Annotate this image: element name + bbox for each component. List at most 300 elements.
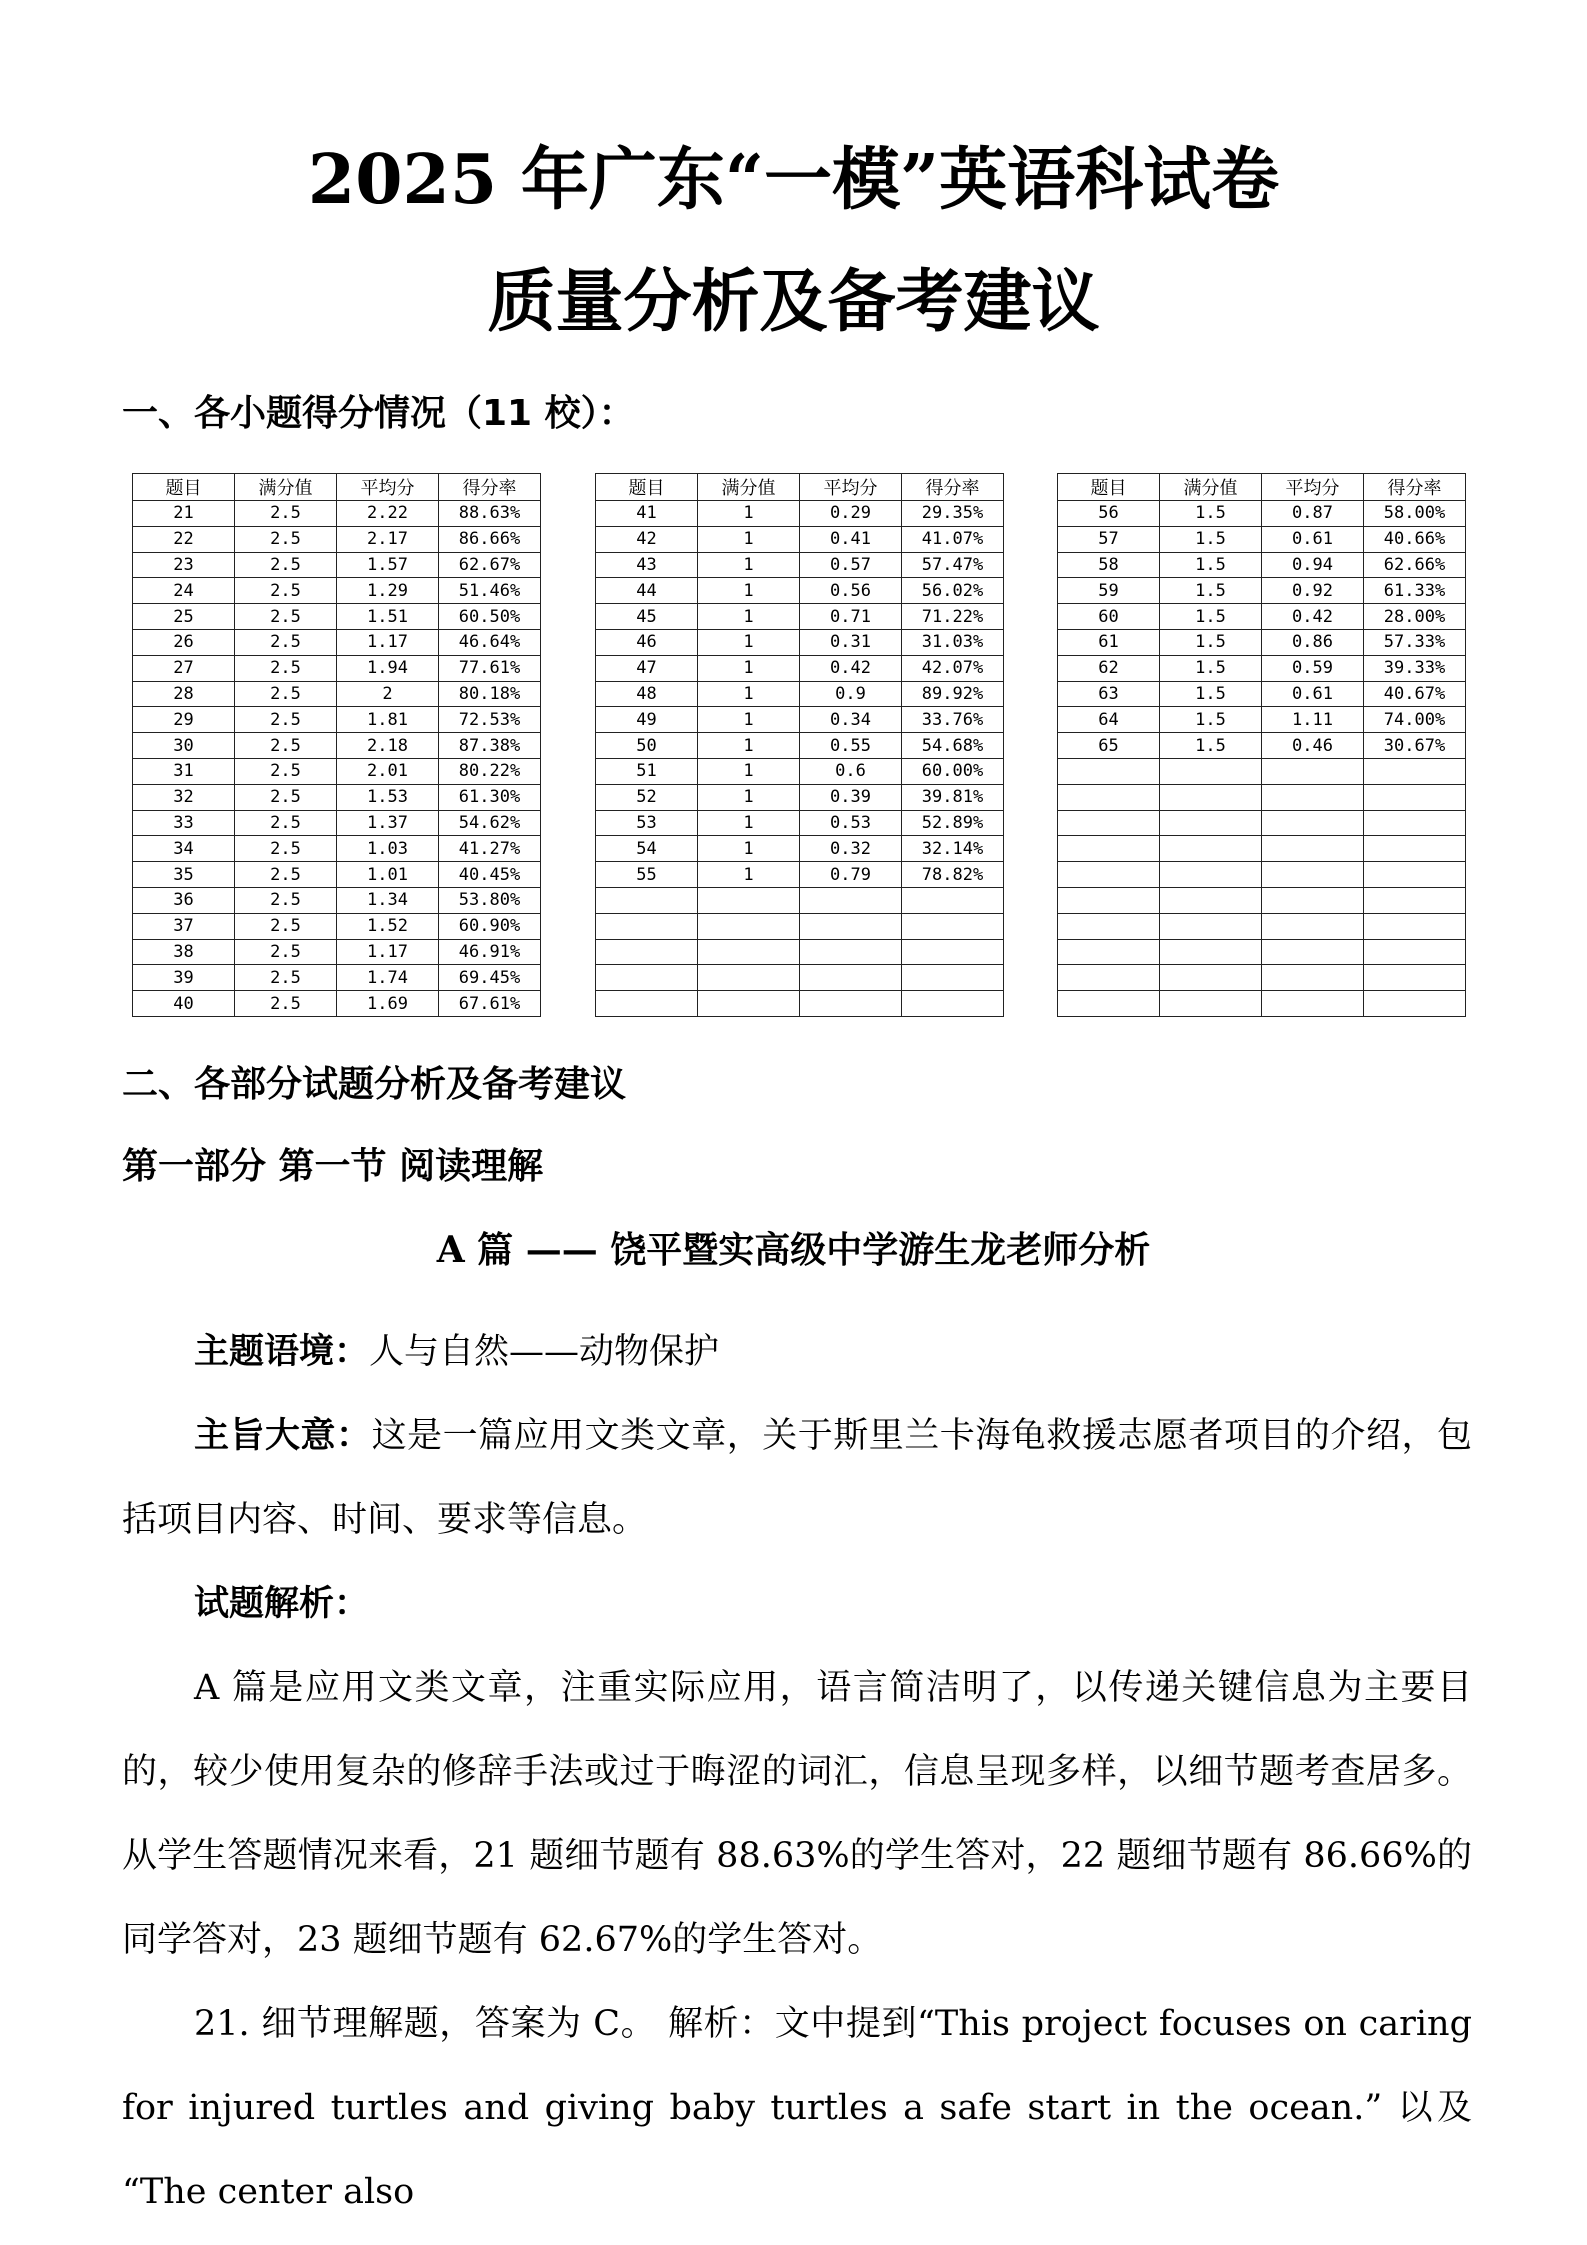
table-cell: 0.79 <box>800 862 902 888</box>
table-cell <box>1364 758 1466 784</box>
table-cell: 60.00% <box>902 758 1004 784</box>
table-cell: 38 <box>133 939 235 965</box>
table-cell: 2.5 <box>235 707 337 733</box>
table-cell: 78.82% <box>902 862 1004 888</box>
table-cell: 54 <box>596 836 698 862</box>
table-cell: 2.18 <box>337 733 439 759</box>
table-cell: 1 <box>698 707 800 733</box>
table-cell: 62.67% <box>439 552 541 578</box>
table-cell <box>596 913 698 939</box>
table-cell: 50 <box>596 733 698 759</box>
column-header: 题目 <box>596 474 698 501</box>
table-cell: 1.03 <box>337 836 439 862</box>
table-cell <box>1364 913 1466 939</box>
table-cell: 0.71 <box>800 604 902 630</box>
table-cell: 40.67% <box>1364 681 1466 707</box>
table-header-row <box>133 474 541 501</box>
table-cell: 29.35% <box>902 501 1004 527</box>
table-cell: 25 <box>133 604 235 630</box>
column-header: 满分值 <box>698 474 800 501</box>
score-table-1 <box>132 473 541 1017</box>
table-row <box>596 733 1004 759</box>
table-cell: 87.38% <box>439 733 541 759</box>
table-cell: 55 <box>596 862 698 888</box>
table-cell <box>1058 887 1160 913</box>
table-cell: 77.61% <box>439 655 541 681</box>
column-header: 题目 <box>133 474 235 501</box>
table-cell: 57.47% <box>902 552 1004 578</box>
table-cell <box>1160 939 1262 965</box>
table-cell: 2.5 <box>235 552 337 578</box>
table-cell <box>902 913 1004 939</box>
table-cell: 1.5 <box>1160 681 1262 707</box>
table-cell: 2.17 <box>337 526 439 552</box>
document-title-line1: 2025 年广东“一模”英语科试卷 <box>307 140 1280 220</box>
table-cell: 57 <box>1058 526 1160 552</box>
table-cell <box>596 939 698 965</box>
table-cell: 61.30% <box>439 784 541 810</box>
table-row <box>133 707 541 733</box>
table-cell: 0.6 <box>800 758 902 784</box>
table-cell: 1.17 <box>337 629 439 655</box>
table-cell: 0.56 <box>800 578 902 604</box>
table-cell <box>1364 862 1466 888</box>
score-table-2-wrapper <box>595 473 1004 1017</box>
table-cell: 2.5 <box>235 655 337 681</box>
table-cell: 0.61 <box>1262 526 1364 552</box>
table-row <box>596 552 1004 578</box>
document-title-line2: 质量分析及备考建议 <box>487 262 1100 342</box>
table-row <box>1058 965 1466 991</box>
table-cell: 1 <box>698 733 800 759</box>
table-cell: 45 <box>596 604 698 630</box>
table-cell: 1 <box>698 501 800 527</box>
table-cell <box>1058 913 1160 939</box>
table-cell <box>698 913 800 939</box>
table-cell: 51 <box>596 758 698 784</box>
column-header: 满分值 <box>1160 474 1262 501</box>
table-cell: 1.5 <box>1160 578 1262 604</box>
table-cell: 64 <box>1058 707 1160 733</box>
table-cell: 2.5 <box>235 578 337 604</box>
table-cell: 1.17 <box>337 939 439 965</box>
table-cell: 1.37 <box>337 810 439 836</box>
table-row <box>1058 733 1466 759</box>
table-cell: 58 <box>1058 552 1160 578</box>
table-cell: 0.87 <box>1262 501 1364 527</box>
table-cell: 1 <box>698 681 800 707</box>
table-cell: 0.9 <box>800 681 902 707</box>
table-row <box>596 655 1004 681</box>
column-header: 题目 <box>1058 474 1160 501</box>
table-cell: 42.07% <box>902 655 1004 681</box>
table-row <box>596 758 1004 784</box>
table-cell: 41.27% <box>439 836 541 862</box>
table-cell <box>1364 991 1466 1017</box>
table-row <box>596 578 1004 604</box>
table-cell: 74.00% <box>1364 707 1466 733</box>
table-row <box>1058 758 1466 784</box>
table-cell: 2.22 <box>337 501 439 527</box>
theme-label: 主题语境： <box>194 1331 370 1372</box>
table-row <box>133 836 541 862</box>
table-cell: 60.50% <box>439 604 541 630</box>
table-cell: 39 <box>133 965 235 991</box>
table-cell: 21 <box>133 501 235 527</box>
table-row <box>1058 913 1466 939</box>
table-row <box>1058 939 1466 965</box>
table-row <box>133 629 541 655</box>
table-cell: 39.33% <box>1364 655 1466 681</box>
table-cell: 43 <box>596 552 698 578</box>
table-cell: 1 <box>698 655 800 681</box>
table-cell: 2.5 <box>235 810 337 836</box>
table-cell: 33 <box>133 810 235 836</box>
score-table-3-wrapper <box>1057 473 1466 1017</box>
table-cell: 1 <box>698 836 800 862</box>
table-cell: 41 <box>596 501 698 527</box>
table-cell: 0.59 <box>1262 655 1364 681</box>
table-cell: 53 <box>596 810 698 836</box>
table-cell <box>902 939 1004 965</box>
table-header-row <box>596 474 1004 501</box>
table-row <box>596 965 1004 991</box>
question-21-paragraph: 21. 细节理解题，答案为 C。 解析：文中提到“This project focuses on caring for injured turtles and giving baby turtles a safe start in the ocean.” 以及 “The center also <box>122 2004 1472 2212</box>
table-cell: 1.53 <box>337 784 439 810</box>
main-idea-text: 这是一篇应用文类文章，关于斯里兰卡海龟救援志愿者项目的介绍，包括项目内容、时间、要求等信息。 <box>122 1416 1472 1540</box>
part1-heading: 第一部分 第一节 阅读理解 <box>122 1146 544 1187</box>
table-cell: 57.33% <box>1364 629 1466 655</box>
table-cell: 0.29 <box>800 501 902 527</box>
table-cell: 0.92 <box>1262 578 1364 604</box>
table-cell: 44 <box>596 578 698 604</box>
table-cell: 1.5 <box>1160 604 1262 630</box>
table-row <box>133 862 541 888</box>
table-cell: 2.5 <box>235 887 337 913</box>
table-cell: 72.53% <box>439 707 541 733</box>
table-cell <box>1058 965 1160 991</box>
table-row <box>133 810 541 836</box>
table-cell: 67.61% <box>439 991 541 1017</box>
table-cell: 2.5 <box>235 965 337 991</box>
table-row <box>1058 784 1466 810</box>
table-cell: 46.91% <box>439 939 541 965</box>
table-cell: 88.63% <box>439 501 541 527</box>
table-row <box>596 784 1004 810</box>
table-cell: 1.94 <box>337 655 439 681</box>
table-cell: 46 <box>596 629 698 655</box>
table-row <box>596 526 1004 552</box>
table-cell <box>1058 784 1160 810</box>
column-header: 平均分 <box>800 474 902 501</box>
table-cell <box>1160 810 1262 836</box>
column-header: 满分值 <box>235 474 337 501</box>
table-cell <box>1262 939 1364 965</box>
table-row <box>596 939 1004 965</box>
table-cell: 1 <box>698 552 800 578</box>
table-row <box>1058 707 1466 733</box>
table-cell <box>596 965 698 991</box>
table-cell: 49 <box>596 707 698 733</box>
table-row <box>596 991 1004 1017</box>
table-cell: 54.68% <box>902 733 1004 759</box>
column-header: 得分率 <box>902 474 1004 501</box>
table-cell: 0.86 <box>1262 629 1364 655</box>
table-cell: 1.5 <box>1160 707 1262 733</box>
table-cell: 1 <box>698 629 800 655</box>
table-cell: 1.57 <box>337 552 439 578</box>
table-cell: 2.5 <box>235 913 337 939</box>
section2-heading: 二、各部分试题分析及备考建议 <box>122 1064 627 1105</box>
table-row <box>1058 526 1466 552</box>
table-cell: 52.89% <box>902 810 1004 836</box>
table-cell <box>902 991 1004 1017</box>
score-table-1-wrapper <box>132 473 541 1017</box>
table-cell: 2.5 <box>235 991 337 1017</box>
table-row <box>1058 552 1466 578</box>
table-cell: 2.5 <box>235 862 337 888</box>
table-cell: 56 <box>1058 501 1160 527</box>
table-cell <box>902 887 1004 913</box>
table-cell: 1.29 <box>337 578 439 604</box>
table-cell: 2.5 <box>235 604 337 630</box>
table-row <box>1058 991 1466 1017</box>
table-cell: 1 <box>698 862 800 888</box>
table-cell: 53.80% <box>439 887 541 913</box>
table-cell: 1 <box>698 526 800 552</box>
theme-paragraph <box>122 1310 1472 1394</box>
table-row <box>133 681 541 707</box>
table-cell: 33.76% <box>902 707 1004 733</box>
table-cell: 0.46 <box>1262 733 1364 759</box>
section1-heading: 一、各小题得分情况（11 校）： <box>122 393 635 434</box>
table-cell <box>1262 965 1364 991</box>
table-cell: 36 <box>133 887 235 913</box>
table-cell <box>800 913 902 939</box>
table-cell: 71.22% <box>902 604 1004 630</box>
table-cell: 0.31 <box>800 629 902 655</box>
table-row <box>1058 836 1466 862</box>
table-cell: 40.45% <box>439 862 541 888</box>
table-cell <box>1262 758 1364 784</box>
table-row <box>596 501 1004 527</box>
table-cell: 1.5 <box>1160 526 1262 552</box>
table-cell: 1.81 <box>337 707 439 733</box>
table-cell: 31.03% <box>902 629 1004 655</box>
table-cell <box>698 887 800 913</box>
table-cell: 52 <box>596 784 698 810</box>
table-cell <box>1364 784 1466 810</box>
table-cell: 28.00% <box>1364 604 1466 630</box>
column-header: 得分率 <box>1364 474 1466 501</box>
table-cell: 31 <box>133 758 235 784</box>
table-cell <box>1262 862 1364 888</box>
table-cell: 1.74 <box>337 965 439 991</box>
table-cell: 2.5 <box>235 733 337 759</box>
table-row <box>133 604 541 630</box>
table-cell: 62.66% <box>1364 552 1466 578</box>
table-row <box>1058 862 1466 888</box>
table-cell: 2.5 <box>235 758 337 784</box>
table-cell <box>1262 784 1364 810</box>
table-cell: 60 <box>1058 604 1160 630</box>
table-row <box>1058 810 1466 836</box>
table-row <box>133 939 541 965</box>
table-cell: 1.11 <box>1262 707 1364 733</box>
table-cell: 63 <box>1058 681 1160 707</box>
score-table-2 <box>595 473 1004 1017</box>
table-cell <box>1364 887 1466 913</box>
table-cell: 89.92% <box>902 681 1004 707</box>
table-cell: 61 <box>1058 629 1160 655</box>
table-cell: 0.42 <box>800 655 902 681</box>
table-cell: 80.18% <box>439 681 541 707</box>
table-cell: 2.5 <box>235 784 337 810</box>
table-cell <box>800 965 902 991</box>
table-cell: 1.5 <box>1160 733 1262 759</box>
table-cell <box>1160 913 1262 939</box>
table-cell <box>1058 991 1160 1017</box>
table-cell <box>1364 939 1466 965</box>
table-cell: 40.66% <box>1364 526 1466 552</box>
table-cell: 1.69 <box>337 991 439 1017</box>
table-row <box>133 913 541 939</box>
table-cell <box>596 887 698 913</box>
table-cell: 0.42 <box>1262 604 1364 630</box>
table-row <box>596 913 1004 939</box>
table-row <box>133 526 541 552</box>
table-cell: 0.32 <box>800 836 902 862</box>
table-cell: 2.5 <box>235 681 337 707</box>
table-cell: 2.5 <box>235 501 337 527</box>
table-cell: 51.46% <box>439 578 541 604</box>
table-cell: 42 <box>596 526 698 552</box>
table-cell: 32.14% <box>902 836 1004 862</box>
table-cell: 1 <box>698 758 800 784</box>
table-cell <box>1262 836 1364 862</box>
table-cell <box>1058 836 1160 862</box>
table-cell: 32 <box>133 784 235 810</box>
analysis-label: 试题解析： <box>194 1583 370 1624</box>
table-cell <box>800 887 902 913</box>
column-header: 平均分 <box>337 474 439 501</box>
table-cell: 0.94 <box>1262 552 1364 578</box>
table-cell: 37 <box>133 913 235 939</box>
table-cell <box>1364 810 1466 836</box>
table-cell: 0.34 <box>800 707 902 733</box>
table-row <box>133 784 541 810</box>
table-cell: 28 <box>133 681 235 707</box>
table-cell: 26 <box>133 629 235 655</box>
table-cell: 1.5 <box>1160 501 1262 527</box>
table-cell: 48 <box>596 681 698 707</box>
table-cell <box>800 939 902 965</box>
table-cell <box>1160 784 1262 810</box>
table-row <box>1058 655 1466 681</box>
table-row <box>133 758 541 784</box>
table-cell: 0.41 <box>800 526 902 552</box>
table-cell: 1.34 <box>337 887 439 913</box>
table-row <box>133 991 541 1017</box>
table-cell <box>1058 758 1160 784</box>
table-cell <box>1058 939 1160 965</box>
main-idea-label: 主旨大意： <box>194 1415 372 1456</box>
table-cell <box>1058 810 1160 836</box>
table-cell <box>698 965 800 991</box>
table-row <box>133 578 541 604</box>
table-cell: 47 <box>596 655 698 681</box>
table-cell: 30 <box>133 733 235 759</box>
table-cell <box>596 991 698 1017</box>
table-cell: 54.62% <box>439 810 541 836</box>
table-row <box>133 733 541 759</box>
table-row <box>596 604 1004 630</box>
table-row <box>1058 681 1466 707</box>
column-header: 得分率 <box>439 474 541 501</box>
table-cell: 2 <box>337 681 439 707</box>
table-cell: 0.55 <box>800 733 902 759</box>
table-cell: 65 <box>1058 733 1160 759</box>
table-cell: 1.51 <box>337 604 439 630</box>
table-cell: 2.5 <box>235 629 337 655</box>
table-cell <box>1364 836 1466 862</box>
table-cell: 22 <box>133 526 235 552</box>
table-cell <box>1262 810 1364 836</box>
table-cell: 61.33% <box>1364 578 1466 604</box>
table-cell <box>1160 965 1262 991</box>
table-cell <box>902 965 1004 991</box>
table-row <box>596 836 1004 862</box>
table-cell: 35 <box>133 862 235 888</box>
table-cell <box>698 939 800 965</box>
table-cell <box>1262 991 1364 1017</box>
table-header-row <box>1058 474 1466 501</box>
table-row <box>133 965 541 991</box>
passage-a-title: A 篇 —— 饶平暨实高级中学游生龙老师分析 <box>436 1229 1151 1271</box>
table-row <box>1058 629 1466 655</box>
table-row <box>1058 887 1466 913</box>
table-row <box>1058 501 1466 527</box>
table-cell <box>800 991 902 1017</box>
table-cell: 2.5 <box>235 526 337 552</box>
table-cell: 62 <box>1058 655 1160 681</box>
table-cell <box>1160 862 1262 888</box>
table-row <box>1058 578 1466 604</box>
table-cell: 59 <box>1058 578 1160 604</box>
table-row <box>133 655 541 681</box>
table-cell <box>1364 965 1466 991</box>
table-cell <box>1058 862 1160 888</box>
table-cell: 1 <box>698 784 800 810</box>
table-cell: 27 <box>133 655 235 681</box>
table-cell <box>1262 913 1364 939</box>
table-cell: 86.66% <box>439 526 541 552</box>
table-cell: 0.53 <box>800 810 902 836</box>
table-cell: 29 <box>133 707 235 733</box>
table-cell: 69.45% <box>439 965 541 991</box>
table-cell: 2.5 <box>235 836 337 862</box>
table-cell <box>1262 887 1364 913</box>
analysis-paragraph: A 篇是应用文类文章，注重实际应用，语言简洁明了，以传递关键信息为主要目的，较少使用复杂的修辞手法或过于晦涩的词汇，信息呈现多样，以细节题考查居多。从学生答题情况来看，21 题细节题有 88.63%的学生答对，22 题细节题有 86.66%的同学答对，23 题细节题有 62.67%的学生答对。 <box>122 1668 1472 1960</box>
table-cell: 1 <box>698 810 800 836</box>
table-row <box>596 681 1004 707</box>
table-cell: 24 <box>133 578 235 604</box>
table-cell: 46.64% <box>439 629 541 655</box>
table-row <box>133 552 541 578</box>
table-row <box>596 862 1004 888</box>
table-row <box>1058 604 1466 630</box>
table-cell: 41.07% <box>902 526 1004 552</box>
